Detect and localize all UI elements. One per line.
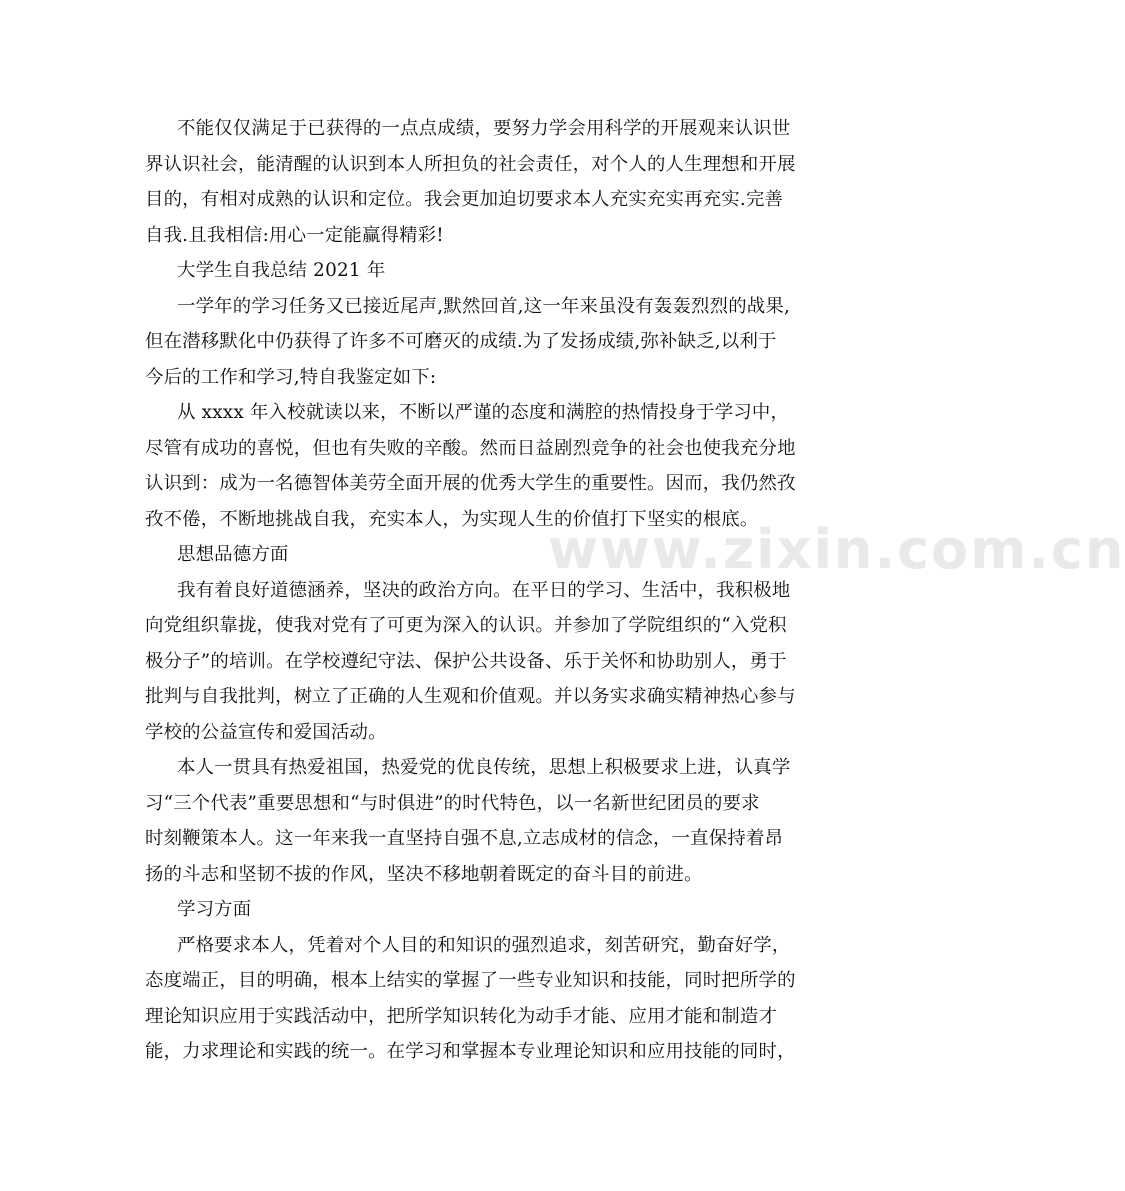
text-line: 今后的工作和学习,特自我鉴定如下: [145, 366, 437, 388]
text-line: 目的，有相对成熟的认识和定位。我会更加迫切要求本人充实充实再充实.完善 [145, 189, 784, 210]
text-line: 能，力求理论和实践的统一。在学习和掌握本专业理论知识和应用技能的同时， [145, 1041, 796, 1062]
text-line: 学习方面 [177, 899, 252, 920]
text-line: 习“三个代表”重要思想和“与时俱进”的时代特色，以一名新世纪团员的要求 [145, 792, 760, 814]
text-line: 从 xxxx 年入校就读以来，不断以严谨的态度和满腔的热情投身于学习中， [177, 402, 790, 423]
text-line: 我有着良好道德涵养，坚决的政治方向。在平日的学习、生活中，我积极地 [177, 579, 791, 601]
text-line: 尽管有成功的喜悦，但也有失败的辛酸。然而日益剧烈竞争的社会也使我充分地 [145, 437, 796, 459]
text-line: 严格要求本人，凭着对个人目的和知识的强烈追求，刻苦研究，勤奋好学， [177, 934, 791, 956]
document-body [145, 111, 796, 1070]
text-line: 时刻鞭策本人。这一年来我一直坚持自强不息,立志成材的信念，一直保持着昂 [145, 828, 784, 849]
text-line: 大学生自我总结 2021 年 [177, 260, 386, 281]
text-line: 扬的斗志和坚韧不拔的作风，坚决不移地朝着既定的奋斗目的前进。 [145, 863, 703, 885]
text-line: 界认识社会，能清醒的认识到本人所担负的社会责任，对个人的人生理想和开展 [145, 153, 796, 175]
text-line: 思想品德方面 [177, 544, 289, 565]
text-line: 学校的公益宣传和爱国活动。 [145, 721, 387, 743]
watermark-text: www.zixin.com.cn [548, 518, 1125, 581]
text-line: 但在潜移默化中仍获得了许多不可磨灭的成绩.为了发扬成绩,弥补缺乏,以利于 [145, 331, 777, 352]
text-line: 孜不倦，不断地挑战自我，充实本人，为实现人生的价值打下坚实的根底。 [145, 508, 759, 530]
text-line: 本人一贯具有热爱祖国，热爱党的优良传统，思想上积极要求上进，认真学 [177, 757, 791, 778]
text-line: 不能仅仅满足于已获得的一点点成绩，要努力学会用科学的开展观来认识世 [177, 118, 791, 139]
text-line: 理论知识应用于实践活动中，把所学知识转化为动手才能、应用才能和制造才 [145, 1005, 778, 1027]
text-line: 批判与自我批判，树立了正确的人生观和价值观。并以务实求确实精神热心参与 [145, 686, 796, 707]
text-line: 自我.且我相信:用心一定能赢得精彩! [145, 224, 444, 246]
text-line: 认识到：成为一名德智体美劳全面开展的优秀大学生的重要性。因而，我仍然孜 [145, 473, 796, 494]
text-line: 向党组织靠拢，使我对党有了可更为深入的认识。并参加了学院组织的“入党积 [145, 615, 787, 636]
text-line: 一学年的学习任务又已接近尾声,默然回首,这一年来虽没有轰轰烈烈的战果, [177, 295, 791, 317]
text-line: 态度端正，目的明确，根本上结实的掌握了一些专业知识和技能，同时把所学的 [145, 970, 796, 991]
text-line: 极分子”的培训。在学校遵纪守法、保护公共设备、乐于关怀和协助别人，勇于 [145, 650, 787, 672]
